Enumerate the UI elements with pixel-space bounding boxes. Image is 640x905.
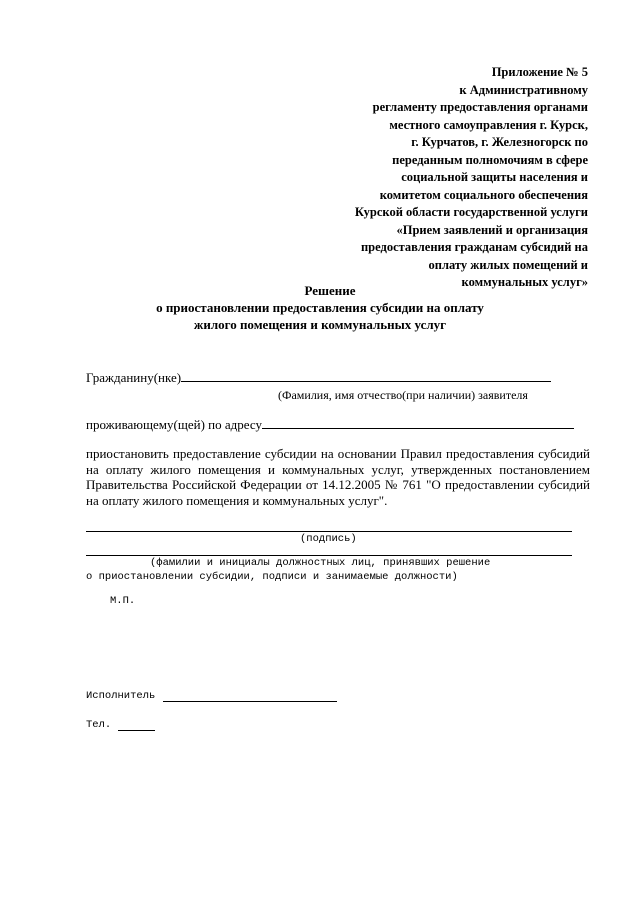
decision-text <box>86 446 590 508</box>
title-subject-cont: жилого помещения и коммунальных услуг <box>193 317 447 332</box>
address-label: проживающему(щей) по адресу <box>86 417 262 432</box>
citizen-name-field[interactable] <box>181 370 551 382</box>
officials-caption-2: о приостановлении субсидии, подписи и занимаемые должности) <box>86 571 458 583</box>
address-field[interactable] <box>262 417 574 429</box>
stamp-placeholder: М.П. <box>110 595 136 607</box>
decision-line: Правительства Российской Федерации от 14.12.2005 № 761 "О предоставлении субсидий <box>86 477 590 492</box>
title-subject: о приостановлении предоставления субсидии на оплату <box>156 300 484 315</box>
citizen-row <box>86 370 551 386</box>
appendix-line: г. Курчатов, г. Железногорск по <box>411 135 588 149</box>
phone-field[interactable] <box>118 730 155 731</box>
officials-caption-1: (фамилии и инициалы должностных лиц, принявших решение <box>150 557 491 569</box>
appendix-line: коммунальных услуг» <box>461 275 588 289</box>
executor-row <box>86 690 155 702</box>
appendix-line: переданным полномочиям в сфере <box>392 152 588 167</box>
decision-line: на оплату жилого помещения и коммунальных услуг, утвержденных постановлением <box>86 461 590 477</box>
citizen-caption: (Фамилия, имя отчество(при наличии) заявителя <box>278 388 528 402</box>
executor-field[interactable] <box>163 701 337 702</box>
appendix-line: Приложение № 5 <box>491 65 588 79</box>
appendix-line: предоставления гражданам субсидий на <box>360 240 588 254</box>
officials-line[interactable] <box>86 555 572 556</box>
address-row <box>86 417 574 433</box>
decision-line: на оплату жилого помещения и коммунальных услуг". <box>86 492 388 508</box>
title-word: Решение <box>304 283 356 298</box>
appendix-header <box>288 64 588 292</box>
signature-caption: (подпись) <box>300 533 357 545</box>
appendix-line: комитетом социального обеспечения <box>379 187 588 202</box>
phone-label: Тел. <box>86 719 112 731</box>
decision-line: приостановить предоставление субсидии на основании Правил предоставления субсидий <box>86 446 590 461</box>
signature-line[interactable] <box>86 531 572 532</box>
appendix-line: «Прием заявлений и организация <box>396 222 588 237</box>
phone-row <box>86 719 111 731</box>
appendix-line: регламенту предоставления органами <box>372 100 588 114</box>
appendix-line: социальной защиты населения и <box>401 170 588 184</box>
document-title <box>0 282 640 333</box>
appendix-line: оплату жилых помещений и <box>428 257 588 272</box>
appendix-line: Курской области государственной услуги <box>354 205 588 219</box>
citizen-label: Гражданину(нке) <box>86 370 182 385</box>
executor-label: Исполнитель <box>86 690 156 702</box>
appendix-line: к Административному <box>459 82 588 97</box>
appendix-line: местного самоуправления г. Курск, <box>389 117 588 132</box>
